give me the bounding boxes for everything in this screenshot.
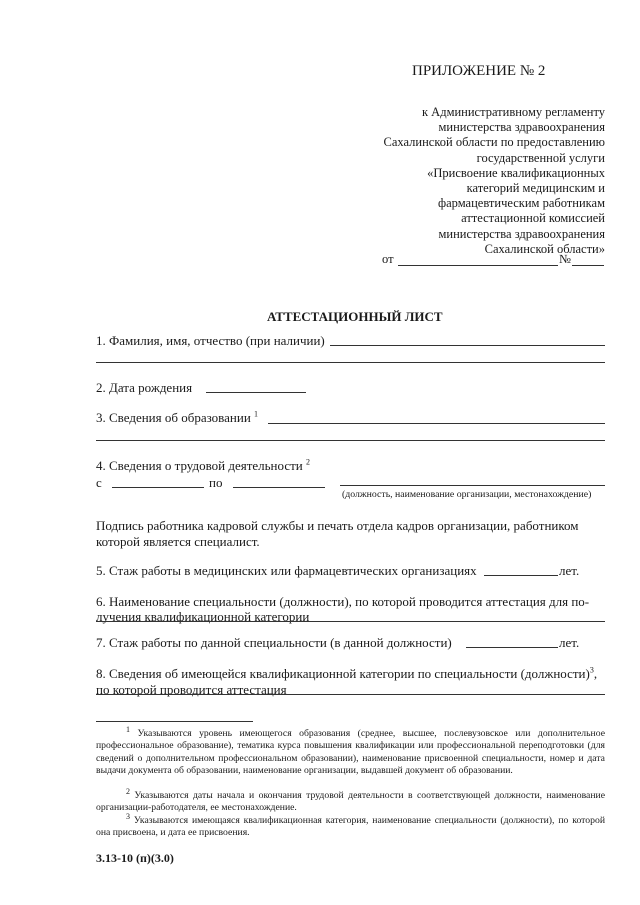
hr-signature-text: Подпись работника кадровой службы и печать отдела кадров организации, работником [96,518,579,533]
education-field-line2[interactable] [96,440,605,441]
full-name-field[interactable] [330,345,605,346]
field-1-label: 1. Фамилия, имя, отчество (при наличии) [96,333,325,348]
regulation-line: категорий медицинским и [466,181,605,196]
category-field[interactable] [96,694,605,695]
regulation-line: «Присвоение квалификационных [427,165,605,180]
field-6-label: 6. Наименование специальности (должности), по которой проводится аттестация для по- [96,594,590,609]
years-unit: лет. [559,563,580,578]
regulation-reference [285,105,605,257]
field-8-label: 8. Сведения об имеющейся квалификационной категории по специальности (должности)$^3$, [96,665,598,681]
regulation-line: министерства здравоохранения [438,226,605,241]
regulation-line: государственной услуги [476,150,605,165]
specialty-experience-field[interactable] [466,647,558,648]
field-2-label: 2. Дата рождения [96,380,193,395]
full-name-field-line2[interactable] [96,362,605,363]
footnote-ref-1: 1 [254,409,259,419]
from-label: с [96,475,102,490]
footnote-3: $^3$ Указываются имеющаяся квалификационная категория, наименование специальности (должности), по которой она присвоена, и дата ее присвоения. [96,811,606,839]
footnote-1: $^1$ Указываются уровень имеющегося образования (среднее, высшее, послевузовское или дополнительное профессиональное образование), тематика курса повышения квалификации или профессиональной переподготовки (для сведений о дополнительном профессиональном образовании), наименование присвоенной специальности, номер и дата выдачи документа об образовании, наименование организации, выдавшей документ об образовании. [96,724,605,776]
field-7-label: 7. Стаж работы по данной специальности (в данной должности) [96,635,452,650]
document-code: 3.13-10 (п)(3.0) [96,851,174,865]
regulation-line: министерства здравоохранения [438,120,605,135]
work-to-field[interactable] [233,487,325,488]
footnote-ref-3: 3 [589,665,594,675]
specialty-field[interactable] [96,621,605,622]
position-field[interactable] [340,485,605,486]
education-field[interactable] [268,423,605,424]
form-title: АТТЕСТАЦИОННЫЙ ЛИСТ [267,309,443,324]
field-6-label-2: лучения квалификационной категории [96,609,310,624]
number-sign: № [559,252,571,266]
regulation-line: Сахалинской области» [484,241,605,256]
date-field[interactable] [398,265,558,266]
appendix-title: ПРИЛОЖЕНИЕ № 2 [412,63,546,79]
regulation-line: аттестационной комиссией [461,211,605,226]
footnote-separator [96,721,253,722]
regulation-line: к Административному регламенту [421,105,605,119]
work-from-field[interactable] [112,487,204,488]
number-field[interactable] [572,265,604,266]
to-label: по [209,475,223,490]
hr-signature-text-2: которой является специалист. [96,534,260,549]
position-hint: (должность, наименование организации, местонахождение) [342,489,592,500]
birth-date-field[interactable] [206,392,306,393]
regulation-line: Сахалинской области по предоставлению [383,135,605,150]
med-experience-field[interactable] [484,575,558,576]
field-3-label: 3. Сведения об образовании $^1$ [96,409,259,425]
date-from-label: от [382,252,394,266]
field-8-label-2: по которой проводится аттестация [96,682,287,697]
footnote-2: $^2$ Указываются даты начала и окончания трудовой деятельности в соответствующей должности, наименование организации-работодателя, ее местонахождение. [96,786,606,814]
field-4-label: 4. Сведения о трудовой деятельности $^2$ [96,457,310,473]
years-unit-2: лет. [559,635,580,650]
regulation-line: фармацевтическим работникам [438,196,605,211]
footnote-ref-2: 2 [306,457,310,467]
field-5-label: 5. Стаж работы в медицинских или фармацевтических организациях [96,563,477,578]
